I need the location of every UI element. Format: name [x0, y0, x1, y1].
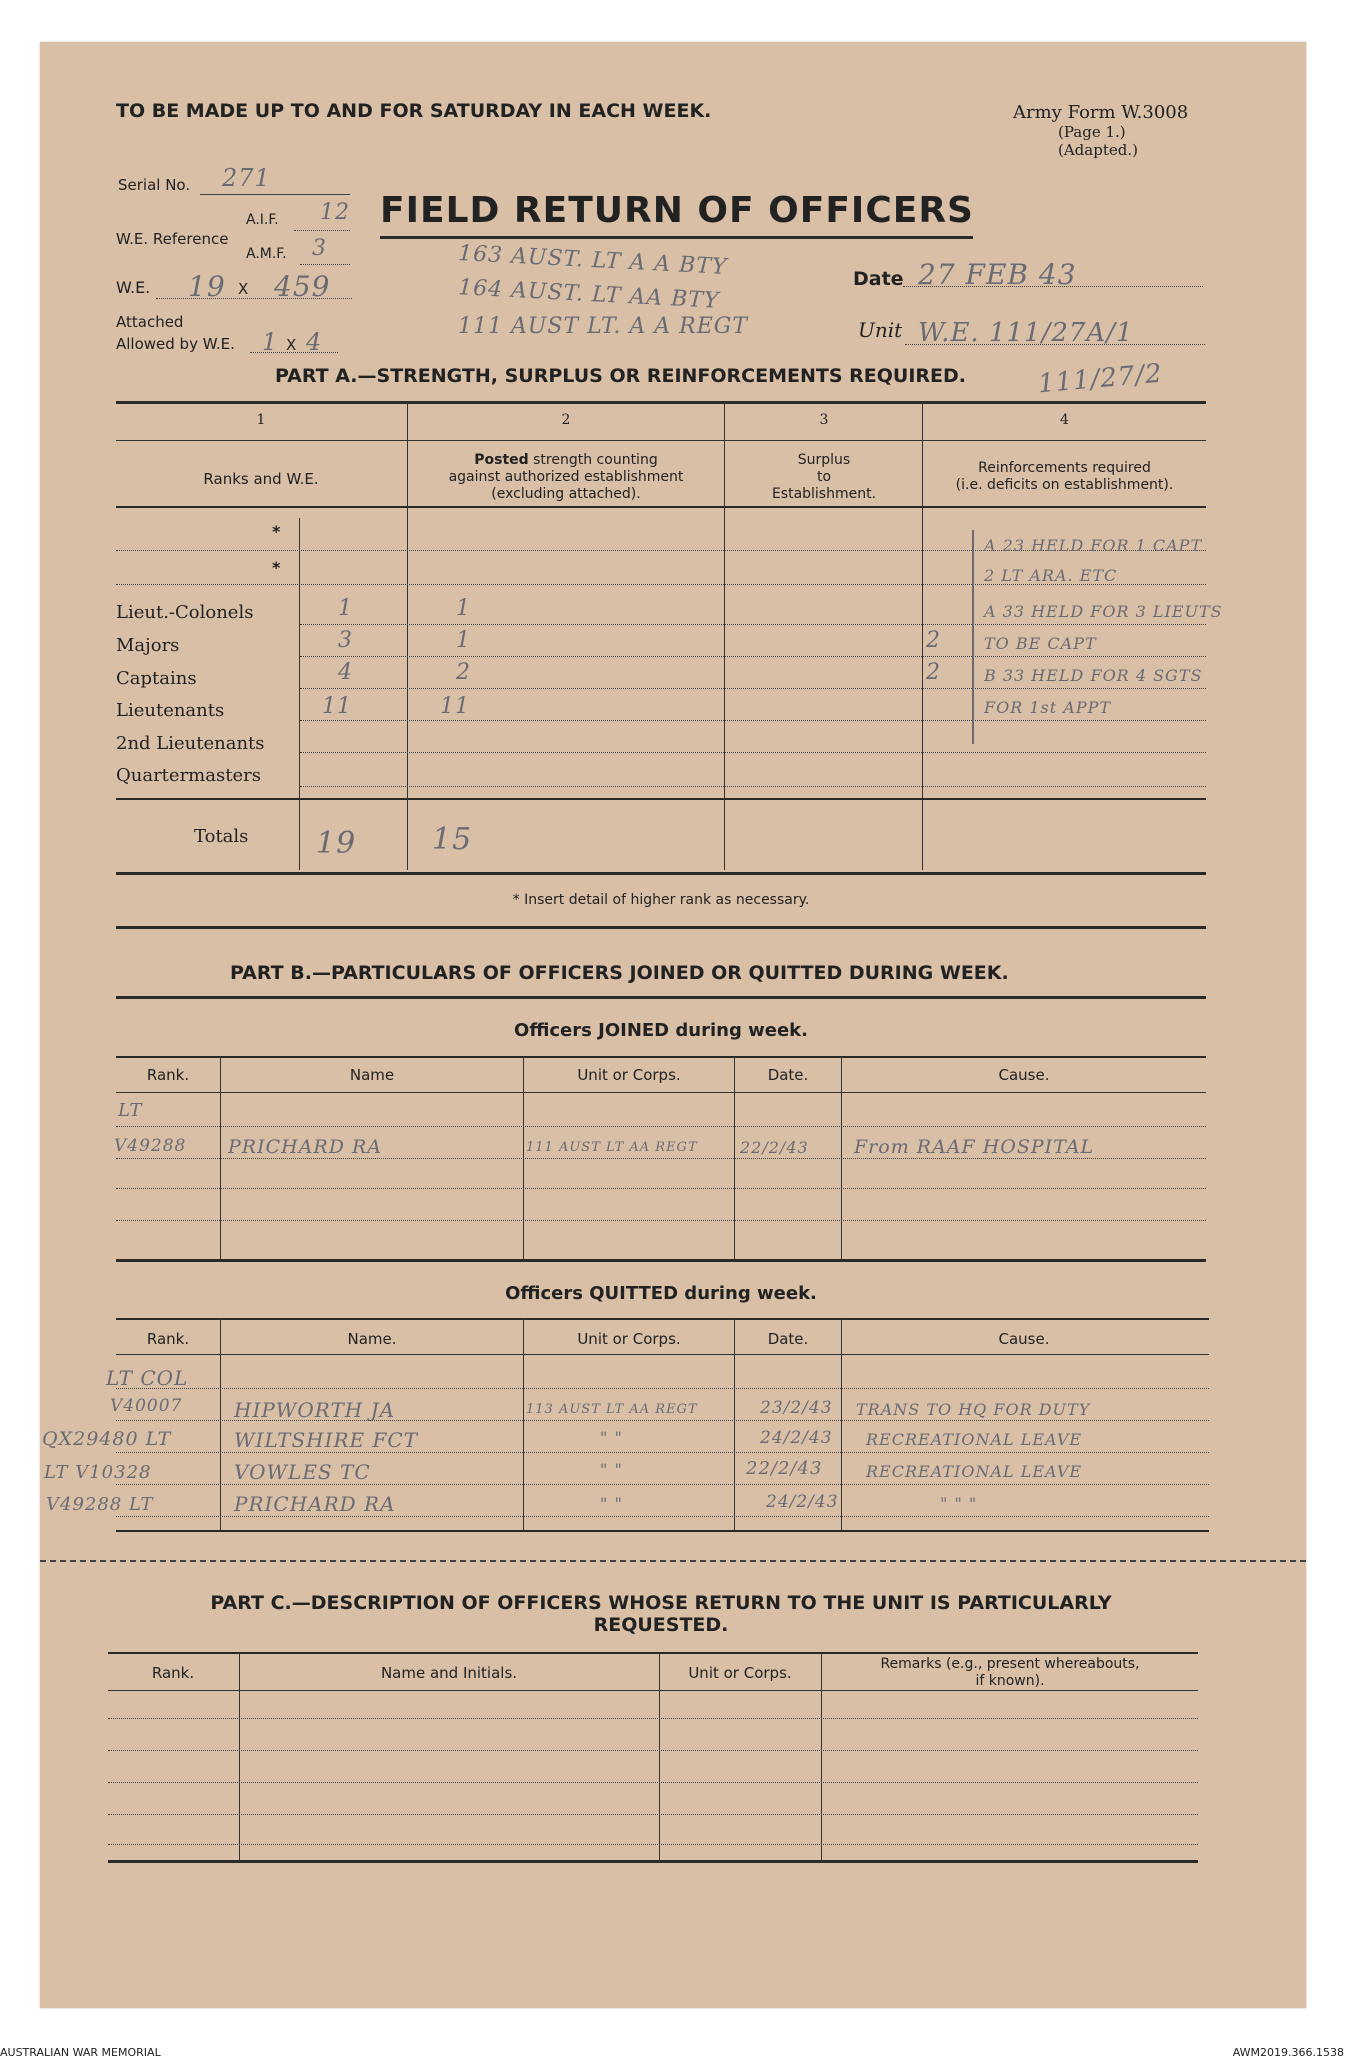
row-line: [300, 656, 1206, 657]
rank-label: Quartermasters: [116, 765, 261, 786]
rank-posted: 1: [456, 628, 471, 653]
joined-line: [116, 1126, 1206, 1127]
posted-l1: strength counting: [533, 452, 658, 468]
rank-label: Majors: [116, 635, 180, 656]
serial-line: [200, 194, 350, 195]
part-c-line: [108, 1750, 1198, 1751]
part-c-col-rank: Rank.: [151, 1664, 195, 1682]
part-c-top-rule: [108, 1652, 1198, 1654]
quitted-row-unit: " ": [600, 1428, 623, 1447]
quitted-vline-3: [734, 1319, 735, 1531]
joined-row-rank: LT: [118, 1100, 143, 1121]
joined-col-unit: Unit or Corps.: [577, 1066, 681, 1084]
part-c-line: [108, 1844, 1198, 1845]
reinf-note: A 33 HELD FOR 3 LIEUTS: [984, 602, 1223, 621]
quitted-row-rank: LT V10328: [44, 1462, 152, 1483]
part-a-top-rule: [116, 401, 1206, 404]
joined-row-cause: From RAAF HOSPITAL: [854, 1136, 1095, 1158]
posted-bold: Posted: [474, 452, 529, 468]
totals-posted: 15: [432, 822, 473, 857]
date-line: [903, 286, 1203, 287]
we-line: [156, 298, 352, 299]
quitted-col-rank: Rank.: [146, 1330, 190, 1348]
row-line: [300, 624, 1206, 625]
quitted-row-date: 24/2/43: [760, 1428, 833, 1448]
joined-col-name: Name: [349, 1066, 395, 1084]
part-a-bottom-rule: [116, 872, 1206, 875]
aif-line: [294, 230, 350, 231]
we-label: W.E.: [116, 278, 151, 297]
joined-line: [116, 1220, 1206, 1221]
totals-rule: [116, 798, 1206, 800]
quitted-row-name: PRICHARD RA: [234, 1492, 396, 1516]
joined-header-rule: [116, 1092, 1206, 1093]
surplus-l2: to: [816, 469, 832, 485]
row-line: [300, 720, 1206, 721]
unit-handwritten-3: 111 AUST LT. A A REGT: [458, 314, 749, 339]
quitted-row-date: 22/2/43: [746, 1458, 823, 1479]
aif-label: A.I.F.: [246, 212, 279, 228]
quitted-bottom-rule: [116, 1530, 1209, 1532]
quitted-row-date: 23/2/43: [760, 1398, 833, 1418]
quitted-row-cause: TRANS TO HQ FOR DUTY: [856, 1400, 1091, 1419]
form-number: Army Form W.3008: [1013, 102, 1189, 123]
rank-reinf: 2: [926, 628, 941, 653]
col-number-4: 4: [1060, 412, 1069, 428]
quitted-row-rank: QX29480 LT: [42, 1428, 172, 1450]
rank-label: 2nd Lieutenants: [116, 733, 265, 754]
rank-label: Lieut.-Colonels: [116, 602, 254, 623]
quitted-row-date: 24/2/43: [766, 1492, 839, 1512]
part-c-col-unit: Unit or Corps.: [688, 1664, 792, 1682]
allowed-label: Allowed by W.E.: [116, 335, 235, 353]
reinf-l1: Reinforcements required: [978, 460, 1151, 476]
col-number-1: 1: [256, 412, 266, 428]
col-ranks-header: Ranks and W.E.: [203, 470, 319, 488]
row-line: [300, 752, 1206, 753]
rank-label: Captains: [116, 668, 197, 689]
part-c-line: [108, 1814, 1198, 1815]
part-c-vline-3: [821, 1653, 822, 1861]
part-a-footnote: * Insert detail of higher rank as necessary.: [512, 892, 810, 908]
quitted-top-rule: [116, 1318, 1209, 1320]
star-row-1: *: [272, 522, 281, 541]
rank-posted: 2: [456, 660, 471, 685]
footer-credit: AUSTRALIAN WAR MEMORIAL: [0, 2046, 161, 2059]
amf-label: A.M.F.: [246, 246, 287, 262]
reinf-note: FOR 1st APPT: [984, 698, 1112, 717]
quitted-vline-4: [841, 1319, 842, 1531]
title-underline: [380, 236, 973, 239]
we-value-b: 459: [274, 270, 331, 303]
top-instruction: TO BE MADE UP TO AND FOR SATURDAY IN EACH WEEK.: [116, 100, 712, 122]
totals-label: Totals: [194, 826, 249, 847]
joined-heading: Officers JOINED during week.: [514, 1020, 808, 1041]
quitted-row-cause: " " ": [940, 1494, 978, 1513]
we-reference-label: W.E. Reference: [116, 230, 229, 248]
joined-line: [116, 1158, 1206, 1159]
joined-bottom-rule: [116, 1259, 1206, 1262]
totals-we: 19: [316, 826, 357, 861]
reinf-note: A 23 HELD FOR 1 CAPT: [984, 536, 1203, 555]
quitted-row-unit: " ": [600, 1460, 623, 1479]
perforation-line: [40, 1560, 1306, 1562]
part-c-col-remarks: [822, 1656, 1198, 1690]
part-a-vline-we: [299, 518, 300, 870]
quitted-header-rule: [116, 1354, 1209, 1355]
quitted-col-unit: Unit or Corps.: [577, 1330, 681, 1348]
amf-line: [300, 264, 350, 265]
col-number-3: 3: [819, 412, 829, 428]
part-c-line: [108, 1782, 1198, 1783]
rank-we: 3: [338, 628, 353, 653]
posted-l2: against authorized establishment: [448, 469, 684, 485]
part-c-col-name: Name and Initials.: [380, 1664, 518, 1682]
joined-col-rank: Rank.: [146, 1066, 190, 1084]
unit-handwritten-1: 163 AUST. LT A A BTY: [457, 240, 729, 281]
form-page: (Page 1.): [1058, 123, 1126, 141]
unit-handwritten-2: 164 AUST. LT AA BTY: [457, 275, 721, 314]
aif-value: 12: [320, 200, 350, 225]
we-value-a: 19: [188, 270, 226, 303]
quitted-line: [116, 1388, 1209, 1389]
date-value: 27 FEB 43: [918, 258, 1077, 291]
part-a-heading: PART A.—STRENGTH, SURPLUS OR REINFORCEMENTS REQUIRED.: [275, 365, 967, 387]
rank-posted: 11: [440, 694, 470, 719]
part-c-vline-2: [659, 1653, 660, 1861]
allowed-line: [250, 352, 338, 353]
serial-value: 271: [222, 164, 271, 192]
quitted-col-name: Name.: [347, 1330, 397, 1348]
part-c-heading-l2: REQUESTED.: [593, 1614, 729, 1636]
reinf-note: B 33 HELD FOR 4 SGTS: [984, 666, 1203, 685]
joined-col-cause: Cause.: [998, 1066, 1050, 1084]
unit-value: W.E. 111/27A/1: [918, 318, 1134, 348]
part-c-line: [108, 1718, 1198, 1719]
part-c-bottom-rule: [108, 1860, 1198, 1863]
col-reinf-header: [923, 460, 1206, 494]
allowed-value-a: 1: [262, 328, 279, 356]
form-adapted: (Adapted.): [1058, 141, 1138, 159]
rank-we: 4: [338, 660, 353, 685]
unit-value-2: 111/27/2: [1036, 358, 1164, 400]
allowed-x: X: [286, 336, 297, 354]
reinf-l2: (i.e. deficits on establishment).: [955, 477, 1174, 493]
part-b-heading: PART B.—PARTICULARS OF OFFICERS JOINED OR QUITTED DURING WEEK.: [230, 962, 1009, 984]
part-a-num-rule: [116, 440, 1206, 441]
joined-row-rank: V49288: [114, 1136, 187, 1156]
rank-label: Lieutenants: [116, 700, 225, 721]
quitted-heading: Officers QUITTED during week.: [505, 1283, 817, 1304]
serial-label: Serial No.: [118, 176, 191, 194]
unit-line: [905, 344, 1205, 345]
part-c-heading-l1: PART C.—DESCRIPTION OF OFFICERS WHOSE RETURN TO THE UNIT IS PARTICULARLY: [210, 1592, 1112, 1614]
part-a-header-rule: [116, 506, 1206, 508]
footer-accession: AWM2019.366.1538: [1232, 2046, 1344, 2059]
quitted-col-cause: Cause.: [998, 1330, 1050, 1348]
quitted-row-cause: RECREATIONAL LEAVE: [866, 1462, 1083, 1481]
quitted-line: [116, 1516, 1209, 1517]
amf-value: 3: [312, 236, 327, 261]
surplus-l3: Establishment.: [771, 486, 877, 502]
rank-we: 11: [322, 694, 352, 719]
quitted-vline-2: [523, 1319, 524, 1531]
col-posted-header: [408, 452, 724, 503]
part-a-end-rule: [116, 926, 1206, 929]
quitted-row-unit: 113 AUST LT AA REGT: [526, 1402, 698, 1417]
star-row-2: *: [272, 558, 281, 577]
rank-we: 1: [338, 596, 353, 621]
unit-label: Unit: [858, 318, 903, 342]
joined-col-date: Date.: [767, 1066, 809, 1084]
allowed-value-b: 4: [306, 328, 323, 356]
reinf-note: TO BE CAPT: [984, 634, 1097, 653]
remarks-l2: if known).: [975, 1673, 1045, 1689]
joined-row-name: PRICHARD RA: [228, 1136, 383, 1158]
quitted-line: [116, 1452, 1209, 1453]
joined-top-rule: [116, 1056, 1206, 1058]
rank-posted: 1: [456, 596, 471, 621]
attached-label: Attached: [116, 313, 184, 331]
quitted-row-rank: V40007: [110, 1396, 183, 1416]
we-x: X: [238, 280, 249, 298]
remarks-l1: Remarks (e.g., present whereabouts,: [880, 1656, 1140, 1672]
quitted-row-name: WILTSHIRE FCT: [234, 1428, 419, 1452]
reinf-note: 2 LT ARA. ETC: [984, 566, 1118, 585]
row-line: [300, 786, 1206, 787]
row-line: [300, 688, 1206, 689]
date-label: Date: [853, 268, 904, 290]
col-number-2: 2: [561, 412, 571, 428]
joined-row-date: 22/2/43: [740, 1138, 809, 1157]
quitted-vline-1: [220, 1319, 221, 1531]
quitted-row-name: VOWLES TC: [234, 1460, 371, 1484]
page-title: FIELD RETURN OF OFFICERS: [380, 190, 974, 231]
quitted-row-cause: RECREATIONAL LEAVE: [866, 1430, 1083, 1449]
quitted-col-date: Date.: [767, 1330, 809, 1348]
quitted-row-name: HIPWORTH JA: [234, 1398, 396, 1422]
quitted-row-rank: V49288 LT: [46, 1494, 154, 1515]
surplus-l1: Surplus: [797, 452, 851, 468]
quitted-row-rank: LT COL: [106, 1366, 189, 1390]
part-c-header-rule: [108, 1690, 1198, 1691]
quitted-row-unit: " ": [600, 1494, 623, 1513]
posted-l3: (excluding attached).: [491, 486, 641, 502]
part-c-vline-1: [239, 1653, 240, 1861]
col-surplus-header: [725, 452, 923, 503]
joined-line: [116, 1188, 1206, 1189]
part-b-rule: [116, 996, 1206, 999]
rank-reinf: 2: [926, 660, 941, 685]
joined-row-unit: 111 AUST LT AA REGT: [526, 1140, 698, 1155]
part-c-heading: [116, 1592, 1206, 1636]
quitted-line: [116, 1420, 1209, 1421]
quitted-line: [116, 1484, 1209, 1485]
